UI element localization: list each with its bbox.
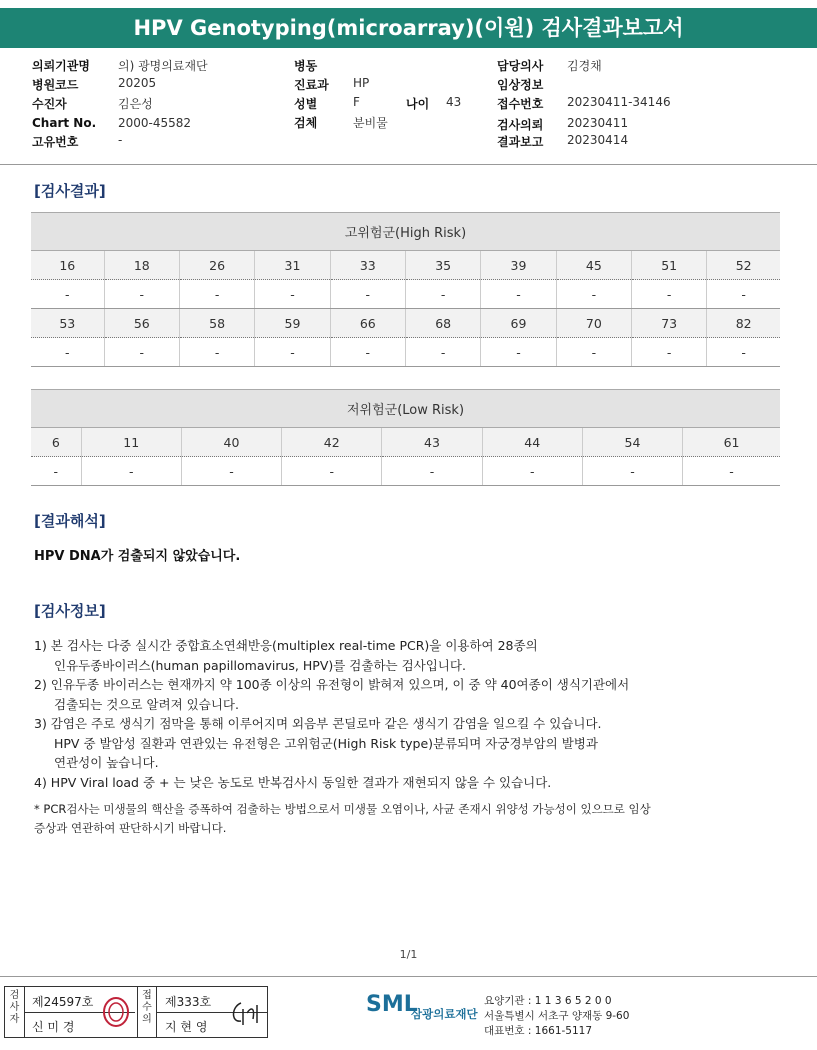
interpretation-text: HPV DNA가 검출되지 않았습니다.: [34, 549, 241, 564]
result-cell: -: [405, 280, 480, 309]
footnote-line: * PCR검사는 미생물의 핵산을 증폭하여 검출하는 방법으로서 미생물 오염이나, 사균 존재시 위양성 가능성이 있으므로 임상: [34, 802, 651, 816]
genotype-cell: 6: [31, 428, 81, 457]
result-cell: -: [104, 338, 179, 367]
info-value: -: [118, 133, 123, 147]
high-risk-header: 고위험군(High Risk): [31, 213, 780, 251]
lab-contact: [484, 994, 629, 1039]
result-cell: -: [632, 280, 707, 309]
note-line: 연관성이 높습니다.: [54, 755, 159, 770]
genotype-cell: 69: [481, 309, 556, 338]
genotype-cell: 51: [632, 251, 707, 280]
lab-name: 삼광의료재단: [411, 1007, 478, 1021]
lab-address: 서울특별시 서초구 양재동 9-60: [484, 1010, 630, 1022]
table-row: [31, 338, 780, 367]
info-value: 43: [446, 95, 462, 109]
note-line: 4) HPV Viral load 중 + 는 낮은 농도로 반복검사시 동일한 결과가 재현되지 않을 수 있습니다.: [34, 774, 552, 790]
result-cell: -: [255, 280, 330, 309]
genotype-cell: 43: [382, 428, 482, 457]
info-label: 진료과: [294, 78, 329, 92]
patient-info: [0, 0, 817, 160]
genotype-cell: 59: [255, 309, 330, 338]
genotype-cell: 45: [556, 251, 631, 280]
report-title: HPV Genotyping(microarray)(이원) 검사결과보고서: [0, 8, 817, 48]
result-cell: -: [582, 457, 682, 486]
info-section-title: [검사정보]: [34, 602, 106, 620]
genotype-cell: 61: [683, 428, 780, 457]
result-cell: -: [683, 457, 780, 486]
genotype-cell: 44: [482, 428, 582, 457]
genotype-cell: 66: [330, 309, 405, 338]
info-value: 20230411: [567, 116, 629, 130]
note-line: 검출되는 것으로 알려져 있습니다.: [54, 696, 239, 712]
low-risk-table: [31, 389, 780, 486]
high-risk-table: [31, 212, 780, 367]
info-value: 김은성: [118, 97, 153, 111]
result-cell: -: [31, 457, 81, 486]
table-row: [31, 309, 780, 338]
test-info-notes: [34, 636, 794, 792]
genotype-cell: 18: [104, 251, 179, 280]
info-label: 의뢰기관명: [32, 59, 90, 73]
result-cell: -: [481, 338, 556, 367]
info-value: HP: [353, 76, 370, 90]
info-label: 성별: [294, 97, 318, 111]
note-line: 1) 본 검사는 다중 실시간 중합효소연쇄반응(multiplex real-time PCR)을 이용하여 28종의: [34, 638, 538, 653]
table-row: [31, 280, 780, 309]
seal-icon: [101, 995, 131, 1029]
result-cell: -: [31, 338, 104, 367]
note-line: HPV 중 발암성 질환과 연관있는 유전형은 고위험군(High Risk type)분류되며 자궁경부암의 발병과: [54, 735, 598, 751]
low-risk-header: 저위험군(Low Risk): [31, 390, 780, 428]
results-section-title: [검사결과]: [34, 182, 106, 200]
genotype-cell: 56: [104, 309, 179, 338]
result-cell: -: [81, 457, 181, 486]
note-line: 인유두종바이러스(human papillomavirus, HPV)를 검출하는 검사입니다.: [54, 657, 466, 673]
divider: [0, 164, 817, 165]
genotype-cell: 11: [81, 428, 181, 457]
genotype-cell: 82: [707, 309, 780, 338]
table-row: [31, 428, 780, 457]
result-cell: -: [405, 338, 480, 367]
result-cell: -: [556, 280, 631, 309]
tester-license: 제24597호: [32, 995, 94, 1009]
info-value: 분비물: [353, 116, 388, 130]
signature-icon: [227, 997, 263, 1029]
result-cell: -: [31, 280, 104, 309]
info-label: 병원코드: [32, 78, 79, 92]
result-cell: -: [382, 457, 482, 486]
info-value: 20230414: [567, 133, 629, 147]
note-line: 3) 감염은 주로 생식기 점막을 통해 이루어지며 외음부 콘딜로마 같은 생식기 감염을 일으킬 수 있습니다.: [34, 716, 602, 731]
info-label: 검체: [294, 116, 318, 130]
result-cell: -: [179, 280, 254, 309]
result-cell: -: [104, 280, 179, 309]
result-cell: -: [330, 338, 405, 367]
reviewer-name: 지 현 영: [165, 1020, 208, 1034]
genotype-cell: 53: [31, 309, 104, 338]
result-cell: -: [707, 338, 780, 367]
genotype-cell: 26: [179, 251, 254, 280]
result-cell: -: [482, 457, 582, 486]
info-value: 20205: [118, 76, 157, 90]
result-cell: -: [181, 457, 281, 486]
info-label: Chart No.: [32, 116, 97, 130]
result-cell: -: [282, 457, 382, 486]
info-label: 나이: [406, 97, 430, 111]
footnote: [34, 800, 794, 837]
divider: [0, 976, 817, 977]
genotype-cell: 39: [481, 251, 556, 280]
page-number: 1/1: [399, 948, 418, 961]
note-line: 2) 인유두종 바이러스는 현재까지 약 100종 이상의 유전형이 밝혀져 있으며, 이 중 약 40여종이 생식기관에서: [34, 677, 630, 692]
genotype-cell: 54: [582, 428, 682, 457]
info-value: 김경채: [567, 59, 602, 73]
info-label: 수진자: [32, 97, 67, 111]
genotype-cell: 33: [330, 251, 405, 280]
footnote-line: 증상과 연관하여 판단하시기 바랍니다.: [34, 820, 227, 835]
result-cell: -: [255, 338, 330, 367]
lab-code: 요양기관 : 1 1 3 6 5 2 0 0: [484, 995, 612, 1007]
info-value: 2000-45582: [118, 116, 192, 130]
table-row: [31, 457, 780, 486]
info-value: 20230411-34146: [567, 95, 671, 109]
result-cell: -: [556, 338, 631, 367]
genotype-cell: 31: [255, 251, 330, 280]
info-label: 결과보고: [497, 135, 544, 149]
tester-label: 검사자: [5, 987, 25, 1037]
tester-name: 신 미 경: [32, 1020, 75, 1034]
info-label: 고유번호: [32, 135, 79, 149]
genotype-cell: 52: [707, 251, 780, 280]
result-cell: -: [330, 280, 405, 309]
result-cell: -: [707, 280, 780, 309]
genotype-cell: 40: [181, 428, 281, 457]
info-label: 임상정보: [497, 78, 544, 92]
signature-box: [4, 986, 268, 1038]
genotype-cell: 16: [31, 251, 104, 280]
sml-logo-text: SML: [366, 992, 418, 1017]
result-cell: -: [632, 338, 707, 367]
interpretation-section-title: [결과해석]: [34, 512, 106, 530]
info-label: 담당의사: [497, 59, 544, 73]
table-row: [31, 251, 780, 280]
info-value: F: [353, 95, 360, 109]
genotype-cell: 68: [405, 309, 480, 338]
genotype-cell: 73: [632, 309, 707, 338]
reviewer-license: 제333호: [165, 995, 212, 1009]
genotype-cell: 70: [556, 309, 631, 338]
info-label: 검사의뢰: [497, 118, 544, 132]
info-value: 의) 광명의료재단: [118, 59, 208, 73]
reviewer-label: 접수의: [137, 987, 157, 1037]
genotype-cell: 58: [179, 309, 254, 338]
genotype-cell: 35: [405, 251, 480, 280]
result-cell: -: [179, 338, 254, 367]
info-label: 접수번호: [497, 97, 544, 111]
info-label: 병동: [294, 59, 318, 73]
result-cell: -: [481, 280, 556, 309]
genotype-cell: 42: [282, 428, 382, 457]
lab-phone: 대표번호 : 1661-5117: [484, 1025, 593, 1037]
